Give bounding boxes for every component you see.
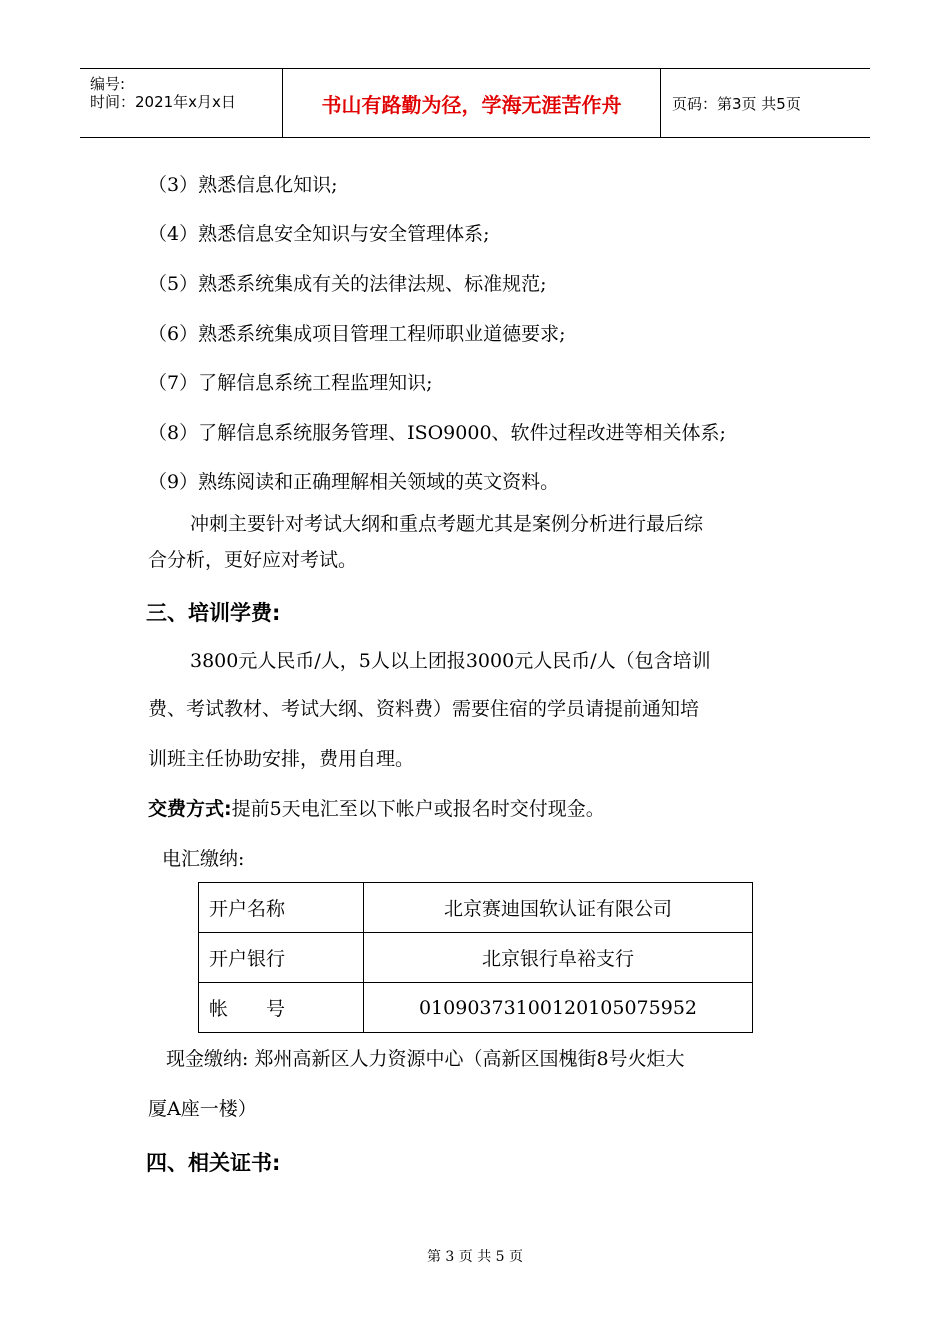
account-key: 开户名称	[199, 883, 364, 933]
requirement-item: （9）熟练阅读和正确理解相关领域的英文资料。	[148, 471, 560, 493]
payment-label: 交费方式:	[148, 798, 232, 820]
sprint-paragraph-line: 合分析，更好应对考试。	[148, 549, 358, 571]
account-value: 北京银行阜裕支行	[364, 933, 753, 983]
account-key: 帐 号	[199, 983, 364, 1033]
fee-paragraph-line: 费、考试教材、考试大纲、资料费）需要住宿的学员请提前通知培	[148, 698, 700, 720]
requirement-item: （7）了解信息系统工程监理知识;	[148, 372, 433, 394]
table-row	[199, 983, 753, 1033]
requirement-item: （6）熟悉系统集成项目管理工程师职业道德要求;	[148, 323, 566, 345]
header-divider	[660, 69, 661, 137]
table-row	[199, 933, 753, 983]
time-label: 时间：2021年x月x日	[90, 93, 236, 111]
sprint-paragraph-line: 冲刺主要针对考试大纲和重点考题尤其是案例分析进行最后综	[190, 513, 704, 535]
section-title-fees: 三、培训学费:	[146, 601, 281, 625]
page-header	[80, 68, 870, 138]
fee-paragraph-line: 训班主任协助安排，费用自理。	[148, 748, 415, 770]
section-title-certificates: 四、相关证书:	[146, 1151, 281, 1175]
header-page-label: 页码：第3页 共5页	[672, 94, 801, 113]
payment-text: 提前5天电汇至以下帐户或报名时交付现金。	[231, 798, 605, 820]
fee-paragraph-line: 3800元人民币/人，5人以上团报3000元人民币/人（包含培训	[190, 650, 711, 672]
account-value: 北京赛迪国软认证有限公司	[364, 883, 753, 933]
table-row	[199, 883, 753, 933]
page-footer: 第 3 页 共 5 页	[426, 1249, 524, 1265]
account-key: 开户银行	[199, 933, 364, 983]
requirement-item: （5）熟悉系统集成有关的法律法规、标准规范;	[148, 273, 547, 295]
header-info-cell	[80, 69, 282, 137]
account-value: 01090373100120105075952	[364, 983, 753, 1033]
requirement-item: （8）了解信息系统服务管理、ISO9000、软件过程改进等相关体系;	[148, 422, 726, 444]
cash-paragraph-line: 厦A座一楼）	[148, 1098, 257, 1120]
requirement-item: （4）熟悉信息安全知识与安全管理体系;	[148, 223, 490, 245]
requirement-item: （3）熟悉信息化知识;	[148, 174, 338, 196]
cash-paragraph-line: 现金缴纳: 郑州高新区人力资源中心（高新区国槐街8号火炬大	[166, 1048, 685, 1070]
account-table	[198, 882, 753, 1033]
payment-method	[148, 795, 605, 823]
header-motto: 书山有路勤为径，学海无涯苦作舟	[321, 92, 622, 117]
wire-label: 电汇缴纳:	[162, 848, 245, 870]
number-label: 编号:	[90, 75, 126, 93]
